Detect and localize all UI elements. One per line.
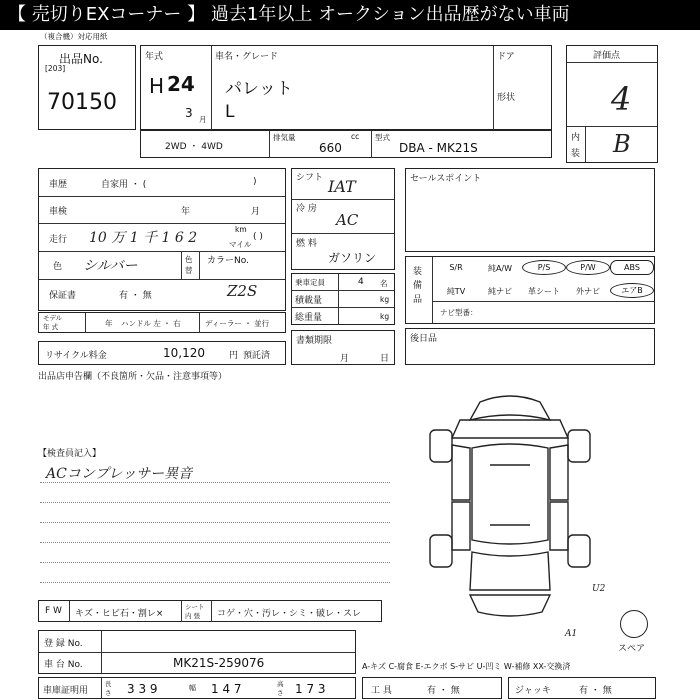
legend-items-2: コゲ・穴・汚レ・シミ・破レ・スレ [217,609,362,619]
diagram-mark-a1: A1 [565,629,578,639]
cert-height: 1 7 3 [295,682,326,696]
cert-height-label: 高さ [277,680,284,697]
interior-label-top: 内 [571,133,581,143]
color-change-2: 替 [185,266,193,275]
color-label: 色 [53,262,63,272]
docs-label: 書類期限 [296,336,333,346]
fuel-label: 燃 料 [296,239,317,249]
history-value: 自家用 ・ ( [101,180,147,190]
docs-day: 日 [380,354,390,364]
year-month-unit: 月 [199,115,207,124]
shift-value: IAT [328,177,356,196]
color-value: シルバー [83,258,138,274]
lot-small-code: [203] [45,64,66,73]
color-no-label: カラーNo. [207,256,249,266]
year-month: 3 [185,106,193,120]
mileage-unit-mile: マイル [229,240,252,249]
warranty-label: 保証書 [49,291,77,301]
lot-number: 70150 [47,90,117,115]
option-abs: ABS [610,260,654,275]
model-year-year: 年 [105,319,113,328]
spare-tire-icon [620,610,648,638]
recycle-row [38,341,286,365]
after-note-box [405,328,655,365]
vehicle-header-box [140,45,552,130]
model-year-label-2: 年 式 [43,323,59,331]
legend-row [38,600,382,622]
year-label: 年式 [145,52,164,62]
option-navi: 純ナビ [488,287,512,296]
equipment-label: 装備品 [413,267,423,305]
recycle-deposit: 預託済 [243,351,271,361]
cert-width: 1 4 7 [211,682,242,696]
year-era: H [149,74,165,98]
option-ext-navi: 外ナビ [576,287,600,296]
inspection-month-unit: 月 [251,207,261,217]
load-label: 積載量 [295,296,323,306]
recycle-value: 10,120 [163,346,205,360]
docs-box [291,330,395,365]
jack-box [508,677,656,699]
load-unit: kg [380,295,390,304]
door-label: ドア [497,52,515,62]
details-box [38,168,286,311]
option-tv: 純TV [446,287,466,296]
car-name-label: 車名・グレード [215,52,279,62]
cert-label: 車庫証明用 [43,686,89,696]
damage-codes: A-キズ C-腐食 E-エクボ S-サビ U-凹ミ W-補修 XX-交換済 [362,662,571,671]
model-year-label-1: モデル [43,314,63,322]
model-label: 型式 [375,133,390,142]
capacity-value: 4 [358,277,364,287]
tools-value: 有 ・ 無 [427,686,460,696]
lot-box [38,45,136,130]
shift-fuel-box [291,168,395,270]
registration-label: 登 録 No. [44,639,83,649]
sub-note: （複合機）対応用紙 [40,32,108,41]
legend-items-1: キズ・ヒビ石・割レ× [75,609,164,619]
displacement-value: 660 [319,141,342,155]
gross-label: 総重量 [295,313,323,323]
registration-box [38,630,356,674]
mileage-unit-km: km [235,225,247,234]
capacity-unit: 名 [380,279,388,288]
ac-label: 冷 房 [296,204,317,214]
inspector-note: ACコンプレッサー異音 [46,466,193,482]
gross-unit: kg [380,312,390,321]
option-ps: P/S [522,260,566,275]
tools-label: 工 具 [371,686,392,696]
interior-label-bottom: 装 [571,149,581,159]
inspection-label: 車検 [49,207,68,217]
inspector-label: 【検査員記入】 [38,449,102,459]
option-leather: 革シート [528,287,560,296]
score-box [566,45,658,163]
option-airbag: エアB [610,283,654,298]
equipment-box [405,256,655,324]
after-note-label: 後日品 [410,334,438,344]
lot-label: 出品No. [59,52,103,66]
mileage-value: 10 万 1 千 1 6 2 [89,230,198,246]
inspection-year-unit: 年 [181,207,191,217]
capacity-box [291,273,395,325]
color-change-1: 色 [185,255,193,264]
cert-width-label: 幅 [189,684,196,692]
color-no-value: Z2S [227,282,258,300]
page-banner: 【 売切りEXコーナー 】 過去1年以上 オークション出品歴がない車両 [0,0,700,30]
car-damage-diagram [410,390,610,630]
legend-fw: F W [45,606,62,616]
drive-type: 2WD ・ 4WD [165,142,223,152]
sales-point-label: セールスポイント [410,174,482,184]
fuel-value: ガソリン [328,251,377,265]
chassis-value: MK21S-259076 [173,656,265,670]
mileage-label: 走行 [49,235,68,245]
car-name: パレット [225,79,293,99]
navi-model: ナビ型番： [440,308,478,317]
model-value: DBA - MK21S [399,141,478,155]
cert-length: 3 3 9 [127,682,158,696]
history-close: ) [253,177,257,187]
recycle-unit: 円 [229,351,239,361]
ac-value: AC [336,211,359,229]
spec-row [140,130,552,158]
jack-value: 有 ・ 無 [579,686,612,696]
score-value: 4 [611,80,632,118]
capacity-label: 乗車定員 [295,278,325,287]
dealer-type: ディーラー ・ 並行 [205,319,270,328]
docs-month: 月 [340,354,350,364]
warranty-value: 有 ・ 無 [119,291,152,301]
spare-label: スペア [618,644,646,654]
history-label: 車歴 [49,180,68,190]
model-year-row [38,312,286,333]
score-label: 評価点 [593,51,621,61]
displacement-label: 排気量 [273,133,296,142]
chassis-label: 車 台 No. [44,660,83,670]
car-grade: L [225,102,235,122]
seller-report-label: 出品店申告欄（不良箇所・欠品・注意事項等） [38,372,228,382]
legend-seat: シート 内 張 [185,603,205,620]
shift-label: シフト [296,173,324,183]
displacement-unit: cc [351,132,360,141]
tools-box [362,677,502,699]
option-aw: 純A/W [487,264,513,273]
diagram-mark-u2: U2 [592,584,606,594]
garage-cert-row [38,677,356,699]
mileage-paren: ( ) [253,232,263,242]
interior-value: B [613,130,631,158]
shape-label: 形状 [497,93,516,103]
sales-point-box [405,168,655,252]
handle-side: ハンドル 左 ・ 右 [121,319,181,328]
option-pw: P/W [566,260,610,275]
year-value: 24 [167,72,195,96]
recycle-label: リサイクル料金 [45,351,107,361]
jack-label: ジャッキ [515,686,551,696]
cert-length-label: 長さ [105,680,112,697]
option-sr: S/R [449,263,463,272]
